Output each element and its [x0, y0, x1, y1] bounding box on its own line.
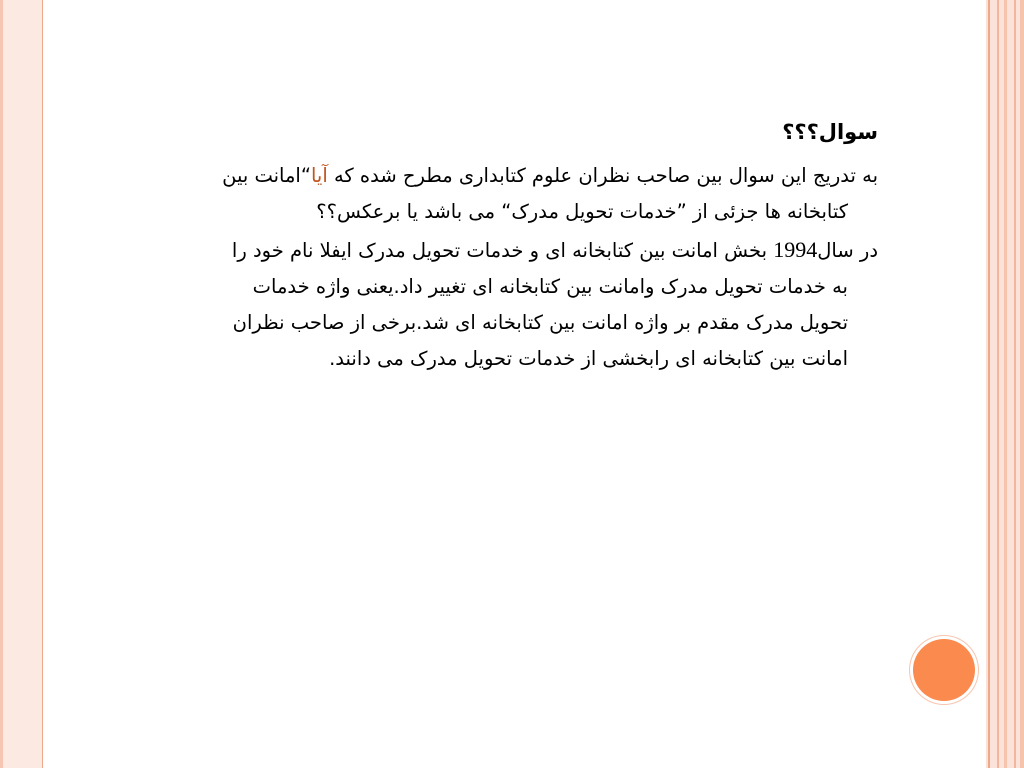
left-frame-border [0, 0, 43, 768]
paragraph-2-line-4: امانت بین کتابخانه ای رابخشی از خدمات تحویل مدرک می دانند. [329, 347, 848, 370]
text-span: “امانت بین [222, 164, 311, 187]
decorative-orange-circle [913, 639, 975, 701]
text-span: در سال [817, 239, 878, 262]
highlight-word: آیا [310, 164, 328, 187]
paragraph-2-line-1 [52, 232, 878, 269]
paragraph-1-line-1 [52, 158, 878, 194]
paragraph-1-line-2: کتابخانه ها جزئی از ”خدمات تحویل مدرک“ می باشد یا برعکس؟؟ [316, 200, 848, 223]
paragraph-2 [52, 232, 878, 377]
slide-title: سوال؟؟؟ [782, 120, 878, 144]
left-frame-edge [0, 0, 3, 768]
slide-content [52, 112, 878, 379]
paragraph-2-line-2: به خدمات تحویل مدرک وامانت بین کتابخانه ای تغییر داد.یعنی واژه خدمات [252, 275, 848, 298]
year-number: 1994 [773, 237, 818, 262]
right-stripe-band [986, 0, 1024, 768]
stripe-line [1014, 0, 1016, 768]
paragraph-2-line-3: تحویل مدرک مقدم بر واژه امانت بین کتابخانه ای شد.برخی از صاحب نظران [232, 311, 848, 334]
stripe-line [1020, 0, 1024, 768]
stripe-line [997, 0, 999, 768]
text-span: بخش امانت بین کتابخانه ای و خدمات تحویل مدرک ایفلا نام خود را [231, 239, 774, 262]
stripe-line [1004, 0, 1007, 768]
paragraph-1 [52, 158, 878, 230]
text-span: به تدریج این سوال بین صاحب نظران علوم کتابداری مطرح شده که [327, 164, 878, 187]
stripe-line [988, 0, 990, 768]
